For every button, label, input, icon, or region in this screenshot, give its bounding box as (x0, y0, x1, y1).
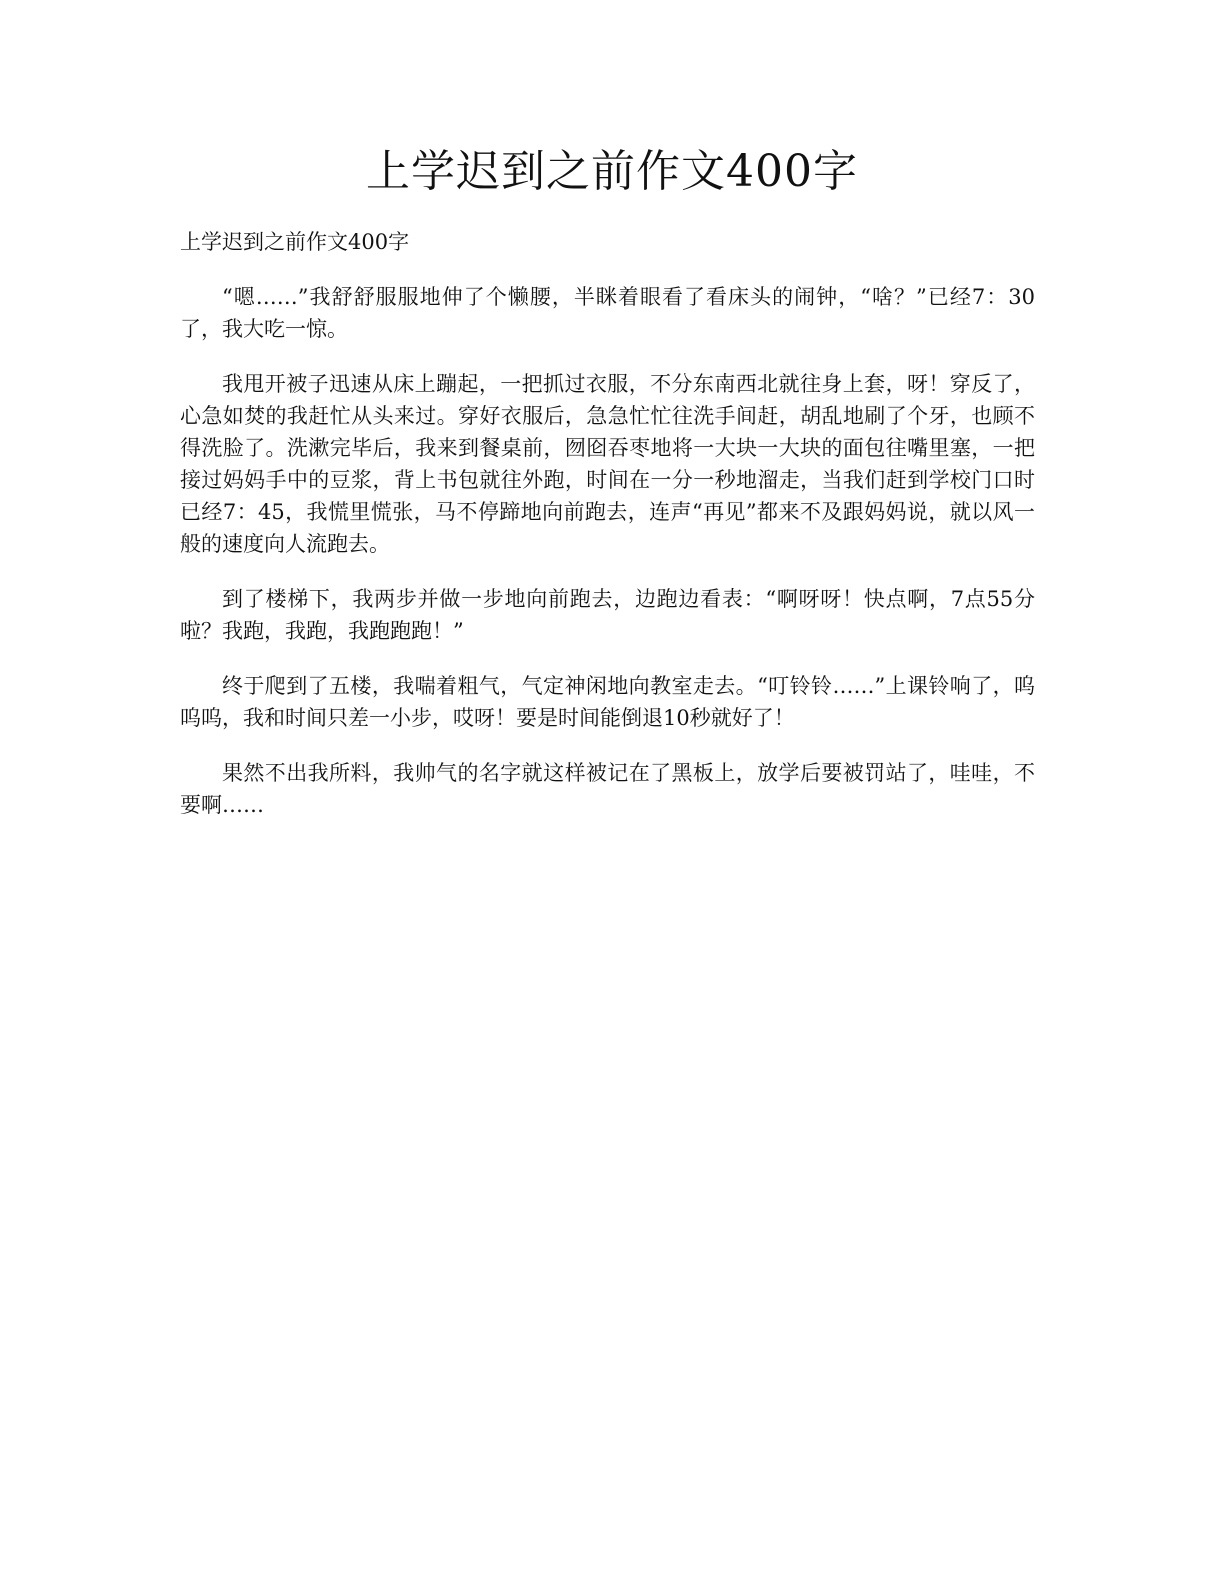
document-body (180, 226, 1035, 844)
paragraph: 我甩开被子迅速从床上蹦起，一把抓过衣服，不分东南西北就往身上套，呀！穿反了，心急如焚的我赶忙从头来过。穿好衣服后，急急忙忙往洗手间赶，胡乱地刷了个牙，也顾不得洗脸了。洗漱完毕后，我来到餐桌前，囫囵吞枣地将一大块一大块的面包往嘴里塞，一把接过妈妈手中的豆浆，背上书包就往外跑，时间在一分一秒地溜走，当我们赶到学校门口时已经7：45，我慌里慌张，马不停蹄地向前跑去，连声“再见”都来不及跟妈妈说，就以风一般的速度向人流跑去。 (180, 372, 1035, 556)
paragraph: 终于爬到了五楼，我喘着粗气，气定神闲地向教室走去。“叮铃铃……”上课铃响了，呜呜呜，我和时间只差一小步，哎呀！要是时间能倒退10秒就好了！ (180, 674, 1035, 730)
page-title: 上学迟到之前作文400字 (366, 146, 858, 197)
document-subtitle: 上学迟到之前作文400字 (180, 230, 410, 254)
paragraph: “嗯……”我舒舒服服地伸了个懒腰，半眯着眼看了看床头的闹钟，“啥？”已经7：30了，我大吃一惊。 (180, 285, 1035, 341)
paragraph: 到了楼梯下，我两步并做一步地向前跑去，边跑边看表：“啊呀呀！快点啊，7点55分啦？我跑，我跑，我跑跑跑！” (180, 587, 1035, 643)
paragraph: 果然不出我所料，我帅气的名字就这样被记在了黑板上，放学后要被罚站了，哇哇，不要啊…… (180, 761, 1035, 817)
